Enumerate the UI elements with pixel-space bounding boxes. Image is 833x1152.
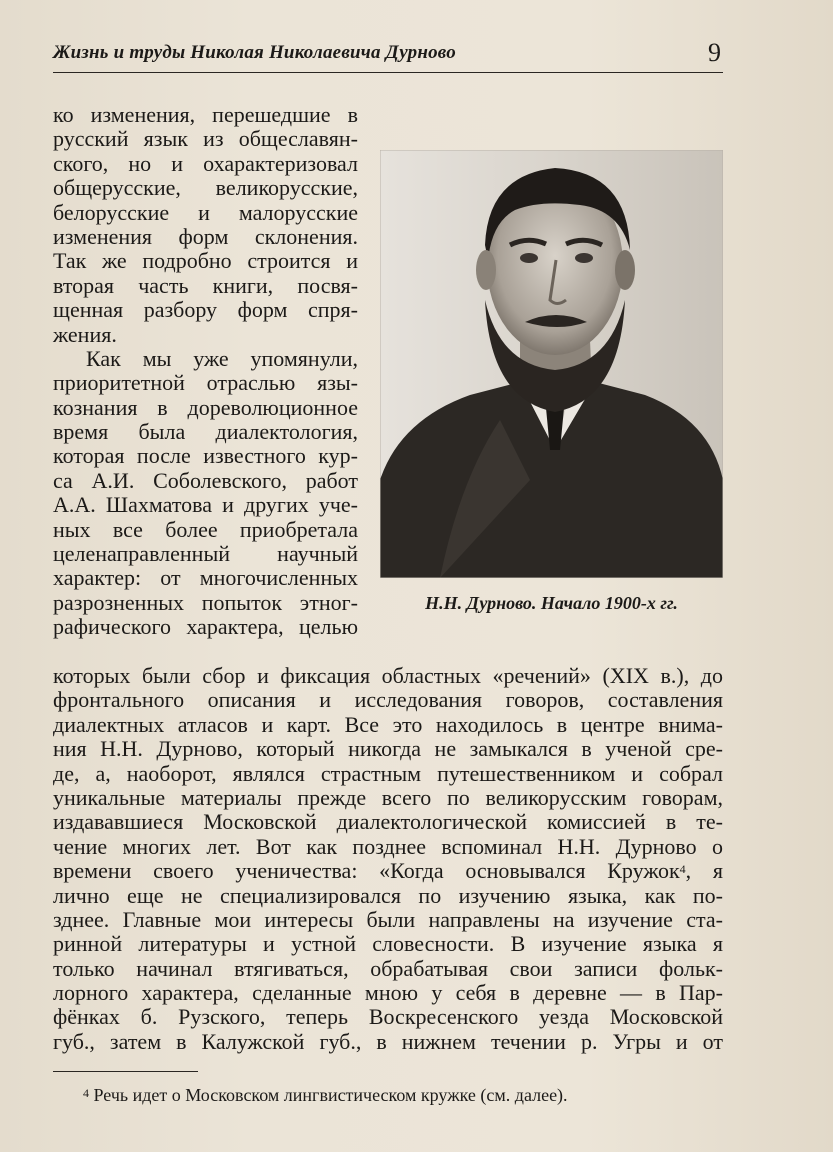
left-column-text xyxy=(53,103,358,640)
text-line: губ., затем в Калужской губ., в нижнем течении р. Угры и от xyxy=(53,1028,723,1054)
line-text: времени своего ученичества: «Когда основывался Кружок xyxy=(53,858,680,884)
text-line: де, а, наоборот, являлся страстным путешественником и собрал xyxy=(53,760,723,786)
text-line: которых были сбор и фиксация областных «речений» (XIX в.), до xyxy=(53,663,723,688)
portrait-image xyxy=(380,150,723,578)
text-line: А.А. Шахматова и других уче- xyxy=(53,492,358,518)
text-line: ского, но и охарактеризовал xyxy=(53,150,358,176)
page-number: 9 xyxy=(708,38,721,67)
footnote-reference[interactable]: 4 xyxy=(679,862,686,877)
text-line: ко изменения, перешедшие в xyxy=(53,102,358,127)
text-line: вторая часть книги, посвя- xyxy=(53,272,358,298)
text-line: приоритетной отраслью язы- xyxy=(53,370,358,396)
text-line: характер: от многочисленных xyxy=(53,565,358,591)
text-line: изменения форм склонения. xyxy=(53,223,358,249)
text-line: фронтального описания и исследования говоров, составления xyxy=(53,687,723,713)
text-line-with-footnote xyxy=(53,859,723,883)
text-line: фёнках б. Рузского, теперь Воскресенского уезда Московской xyxy=(53,1004,723,1030)
running-head xyxy=(53,38,723,73)
portrait-photo xyxy=(380,150,723,578)
text-line: ринной литературы и устной словесности. В изучение языка я xyxy=(53,931,723,957)
text-line: только начинал втягиваться, обрабатывая свои записи фольк- xyxy=(53,955,723,981)
text-line: разрозненных попыток этног- xyxy=(53,589,358,615)
text-line: время была диалектология, xyxy=(53,419,358,445)
footnote-marker: 4 xyxy=(83,1086,89,1100)
text-line: русский язык из общеславян- xyxy=(53,126,358,152)
text-line: белорусские и малорусские xyxy=(53,199,358,225)
footnote-text: Речь идет о Московском лингвистическом кружке (см. далее). xyxy=(89,1085,568,1105)
text-line: издававшиеся Московской диалектологической комиссией в те- xyxy=(53,809,723,835)
text-line: кознания в дореволюционное xyxy=(53,394,358,420)
text-line: щенная разбору форм спря- xyxy=(53,297,358,323)
text-line: общерусские, великорусские, xyxy=(53,175,358,201)
text-line: зднее. Главные мои интересы были направлены на изучение ста- xyxy=(53,906,723,932)
text-line: диалектных атласов и карт. Все это находилось в центре внима- xyxy=(53,711,723,737)
text-line: которая после известного кур- xyxy=(53,443,358,469)
text-line: ных все более приобретала xyxy=(53,516,358,542)
footnote-divider xyxy=(53,1071,198,1072)
text-line: жения. xyxy=(53,321,117,347)
text-line: Так же подробно строится и xyxy=(53,248,358,274)
text-line: ния Н.Н. Дурново, который никогда не замыкался в ученой сре- xyxy=(53,736,723,762)
text-line: целенаправленный научный xyxy=(53,541,358,567)
text-line: лично еще не специализировался по изучению языка, как по- xyxy=(53,882,723,908)
paragraph-start: Как мы уже упомянули, xyxy=(86,345,358,371)
text-line: уникальные материалы прежде всего по великорусским говорам, xyxy=(53,784,723,810)
text-line: рафического характера, целью xyxy=(53,614,358,640)
text-line: лорного характера, сделанные мною у себя в деревне — в Пар- xyxy=(53,980,723,1006)
figure-caption: Н.Н. Дурново. Начало 1900-х гг. xyxy=(425,593,678,613)
text-line: чение многих лет. Вот как позднее вспоминал Н.Н. Дурново о xyxy=(53,833,723,859)
running-title: Жизнь и труды Николая Николаевича Дурново xyxy=(53,42,456,63)
footnote xyxy=(83,1084,723,1106)
text-line: са А.И. Соболевского, работ xyxy=(53,467,358,493)
full-width-text xyxy=(53,664,723,1054)
line-text-tail: , я xyxy=(685,858,723,884)
